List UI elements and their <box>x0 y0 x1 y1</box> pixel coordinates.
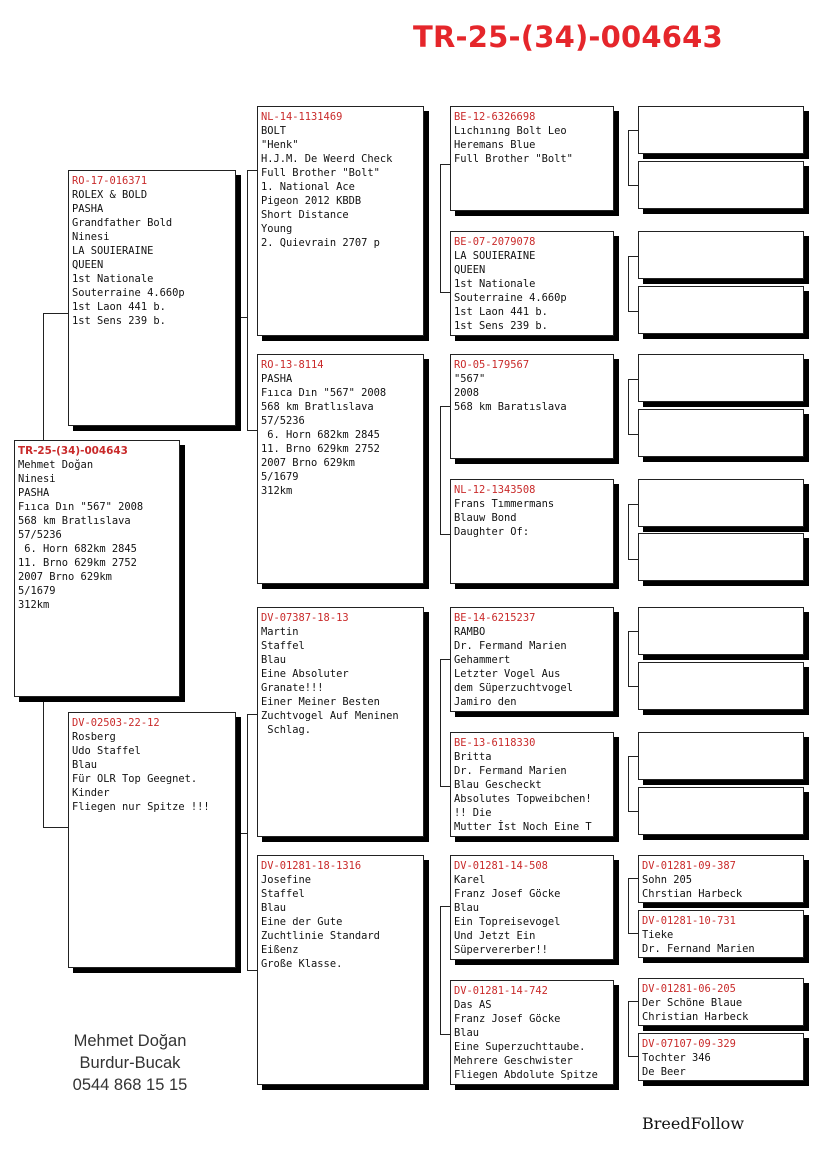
gen4-card[interactable] <box>638 855 804 903</box>
connector <box>43 697 44 827</box>
gen3-details <box>454 124 610 166</box>
gen4-card[interactable] <box>638 354 804 402</box>
detail-line: Eißenz <box>261 944 299 956</box>
gen3-details <box>454 625 610 709</box>
connector <box>628 756 638 757</box>
dam-dam-details <box>261 873 420 971</box>
dam-details <box>72 730 232 814</box>
connector <box>628 130 638 131</box>
gen3-details <box>454 249 610 333</box>
subject-details <box>18 458 176 612</box>
detail-line: 6. Horn 682km 2845 <box>261 429 380 441</box>
detail-line: Udo Staffel <box>72 745 141 757</box>
detail-line: Staffel <box>261 640 305 652</box>
connector <box>440 659 450 660</box>
gen4-details <box>642 928 800 956</box>
gen3-ring-number: BE-07-2079078 <box>454 236 536 248</box>
connector <box>236 833 247 834</box>
detail-line: 312km <box>261 485 293 497</box>
detail-line: H.J.M. De Weerd Check <box>261 153 393 165</box>
detail-line: Süpervererber!! <box>454 944 548 956</box>
detail-line: Für OLR Top Geegnet. <box>72 773 198 785</box>
connector <box>628 631 629 686</box>
sire-ring-number: RO-17-016371 <box>72 175 148 187</box>
connector <box>628 878 629 933</box>
gen3-card[interactable] <box>450 607 614 712</box>
detail-line: Granate!!! <box>261 682 324 694</box>
detail-line: Dr. Fermand Marien <box>454 640 567 652</box>
owner-phone: 0544 868 15 15 <box>72 1076 188 1094</box>
detail-line: Ein Topreisevogel <box>454 916 561 928</box>
detail-line: 1st Sens 239 b. <box>72 315 166 327</box>
detail-line: Chrstian Harbeck <box>642 888 743 900</box>
detail-line: 568 km Bratlıslava <box>261 401 374 413</box>
gen4-details <box>642 1051 800 1079</box>
connector <box>628 878 638 879</box>
gen4-ring-number: DV-01281-06-205 <box>642 983 736 995</box>
detail-line: Franz Josef Göcke <box>454 1013 561 1025</box>
detail-line: Eine der Gute <box>261 916 343 928</box>
sire-sire-ring-number: NL-14-1131469 <box>261 111 343 123</box>
detail-line: Martin <box>261 626 299 638</box>
detail-line: 1st Laon 441 b. <box>72 301 166 313</box>
detail-line: Tochter 346 <box>642 1052 711 1064</box>
gen3-details <box>454 998 610 1082</box>
gen3-ring-number: BE-13-6118330 <box>454 737 536 749</box>
connector <box>440 534 450 535</box>
dam-ring-number: DV-02503-22-12 <box>72 717 160 729</box>
sire-sire-details <box>261 124 420 250</box>
detail-line: Josefine <box>261 874 312 886</box>
gen4-card[interactable] <box>638 286 804 334</box>
gen3-ring-number: DV-01281-14-508 <box>454 860 548 872</box>
connector <box>628 686 638 687</box>
brand-label: BreedFollow <box>642 1114 745 1133</box>
detail-line: "567" <box>454 373 486 385</box>
detail-line: Souterraine 4.660p <box>454 292 567 304</box>
gen4-card[interactable] <box>638 910 804 958</box>
connector <box>628 756 629 811</box>
detail-line: Ninesi <box>18 473 56 485</box>
connector <box>628 1056 638 1057</box>
owner-location: Burdur-Bucak <box>79 1054 181 1072</box>
detail-line: Blau <box>261 654 287 666</box>
gen4-card[interactable] <box>638 662 804 710</box>
gen3-card[interactable] <box>450 106 614 211</box>
connector <box>43 313 44 440</box>
gen3-details <box>454 497 610 539</box>
detail-line: Mehrere Geschwister <box>454 1055 573 1067</box>
detail-line: Young <box>261 223 293 235</box>
detail-line: QUEEN <box>72 259 104 271</box>
connector <box>628 1001 638 1002</box>
detail-line: De Beer <box>642 1066 686 1078</box>
connector <box>440 292 450 293</box>
gen3-details <box>454 750 610 834</box>
detail-line: Fııca Dın "567" 2008 <box>18 501 144 513</box>
connector <box>628 504 638 505</box>
detail-line: Fliegen Abdolute Spitze <box>454 1069 598 1081</box>
gen3-card[interactable] <box>450 231 614 336</box>
detail-line: Sohn 205 <box>642 874 693 886</box>
connector <box>628 379 629 434</box>
detail-line: Christian Harbeck <box>642 1011 749 1023</box>
detail-line: Heremans Blue <box>454 139 536 151</box>
dam-sire-details <box>261 625 420 737</box>
detail-line: Blau <box>72 759 98 771</box>
gen4-card[interactable] <box>638 787 804 835</box>
detail-line: Fııca Dın "567" 2008 <box>261 387 387 399</box>
detail-line: Zuchtvogel Auf Meninen <box>261 710 399 722</box>
dam-sire-card[interactable] <box>257 607 424 837</box>
gen3-card[interactable] <box>450 354 614 459</box>
connector <box>628 185 638 186</box>
gen3-ring-number: NL-12-1343508 <box>454 484 536 496</box>
connector <box>440 906 441 1034</box>
sire-dam-ring-number: RO-13-8114 <box>261 359 324 371</box>
gen3-card[interactable] <box>450 980 614 1085</box>
gen4-card[interactable] <box>638 732 804 780</box>
detail-line: Absolutes Topweibchen! <box>454 793 592 805</box>
detail-line: Pigeon 2012 KBDB <box>261 195 362 207</box>
connector <box>628 311 638 312</box>
detail-line: LA SOUIERAINE <box>72 245 154 257</box>
detail-line: Zuchtlinie Standard <box>261 930 380 942</box>
detail-line: Souterraine 4.660p <box>72 287 185 299</box>
detail-line: PASHA <box>72 203 104 215</box>
gen3-card[interactable] <box>450 732 614 837</box>
connector <box>440 406 450 407</box>
detail-line: Und Jetzt Ein <box>454 930 536 942</box>
gen4-card[interactable] <box>638 231 804 279</box>
detail-line: 11. Brno 629km 2752 <box>18 557 137 569</box>
connector <box>43 313 69 314</box>
connector <box>628 130 629 185</box>
sire-sire-card[interactable] <box>257 106 424 336</box>
detail-line: QUEEN <box>454 264 486 276</box>
detail-line: Jamiro den <box>454 696 517 708</box>
detail-line: RAMBO <box>454 626 486 638</box>
gen3-details <box>454 372 610 414</box>
detail-line: 2008 <box>454 387 480 399</box>
detail-line: Karel <box>454 874 486 886</box>
sire-dam-details <box>261 372 420 498</box>
dam-card[interactable] <box>68 712 236 968</box>
detail-line: Staffel <box>261 888 305 900</box>
detail-line: PASHA <box>18 487 50 499</box>
connector <box>628 434 638 435</box>
gen4-card[interactable] <box>638 409 804 457</box>
detail-line: Franz Josef Göcke <box>454 888 561 900</box>
detail-line: Einer Meiner Besten <box>261 696 380 708</box>
detail-line: Fliegen nur Spitze !!! <box>72 801 210 813</box>
connector <box>43 827 69 828</box>
owner-name: Mehmet Doğan <box>73 1032 187 1050</box>
detail-line: 312km <box>18 599 50 611</box>
detail-line: 568 km Baratıslava <box>454 401 567 413</box>
sire-card[interactable] <box>68 170 236 426</box>
detail-line: 1st Nationale <box>72 273 154 285</box>
detail-line: Blau <box>454 1027 480 1039</box>
detail-line: ROLEX & BOLD <box>72 189 148 201</box>
gen4-card[interactable] <box>638 106 804 154</box>
gen4-ring-number: DV-01281-09-387 <box>642 860 736 872</box>
dam-dam-card[interactable] <box>257 855 424 1085</box>
connector <box>247 170 248 430</box>
owner-info <box>40 1030 220 1096</box>
gen3-details <box>454 873 610 957</box>
connector <box>628 631 638 632</box>
gen3-ring-number: RO-05-179567 <box>454 359 530 371</box>
detail-line: Lıchınıng Bolt Leo <box>454 125 567 137</box>
connector <box>236 317 247 318</box>
connector <box>628 379 638 380</box>
detail-line: 6. Horn 682km 2845 <box>18 543 137 555</box>
connector <box>440 406 441 534</box>
detail-line: Full Brother "Bolt" <box>454 153 573 165</box>
connector <box>628 1001 629 1056</box>
detail-line: 11. Brno 629km 2752 <box>261 443 380 455</box>
detail-line: Britta <box>454 751 492 763</box>
connector <box>440 164 450 165</box>
detail-line: Eine Superzuchttaube. <box>454 1041 586 1053</box>
detail-line: Dr. Fernand Marien <box>642 943 755 955</box>
gen4-ring-number: DV-01281-10-731 <box>642 915 736 927</box>
gen3-card[interactable] <box>450 479 614 584</box>
gen4-ring-number: DV-07107-09-329 <box>642 1038 736 1050</box>
gen4-card[interactable] <box>638 1033 804 1081</box>
connector <box>628 559 638 560</box>
gen4-card[interactable] <box>638 161 804 209</box>
gen4-card[interactable] <box>638 607 804 655</box>
detail-line: 5/1679 <box>261 471 299 483</box>
detail-line: Der Schöne Blaue <box>642 997 743 1009</box>
gen3-ring-number: DV-01281-14-742 <box>454 985 548 997</box>
detail-line: Mehmet Doğan <box>18 459 94 471</box>
detail-line: 1st Nationale <box>454 278 536 290</box>
connector <box>628 256 638 257</box>
detail-line: 2007 Brno 629km <box>18 571 112 583</box>
detail-line: Tieke <box>642 929 674 941</box>
gen4-details <box>642 996 800 1024</box>
detail-line: Dr. Fermand Marien <box>454 765 567 777</box>
detail-line: Rosberg <box>72 731 116 743</box>
gen4-card[interactable] <box>638 978 804 1026</box>
pedigree-title: TR-25-(34)-004643 <box>413 20 723 54</box>
sire-details <box>72 188 232 328</box>
detail-line: Gehammert <box>454 654 511 666</box>
gen4-details <box>642 873 800 901</box>
detail-line: Grandfather Bold <box>72 217 173 229</box>
detail-line: Blau <box>454 902 480 914</box>
connector <box>440 906 450 907</box>
gen4-card[interactable] <box>638 479 804 527</box>
subject-ring-number: TR-25-(34)-004643 <box>18 445 128 457</box>
detail-line: Short Distance <box>261 209 349 221</box>
detail-line: LA SOUIERAINE <box>454 250 536 262</box>
detail-line: 1. National Ace <box>261 181 355 193</box>
detail-line: Eine Absoluter <box>261 668 349 680</box>
connector <box>440 164 441 292</box>
gen3-ring-number: BE-14-6215237 <box>454 612 536 624</box>
detail-line: Große Klasse. <box>261 958 343 970</box>
connector <box>440 786 450 787</box>
detail-line: 5/1679 <box>18 585 56 597</box>
detail-line: Daughter Of: <box>454 526 530 538</box>
gen4-card[interactable] <box>638 533 804 581</box>
detail-line: 568 km Bratlıslava <box>18 515 131 527</box>
detail-line: Kinder <box>72 787 110 799</box>
detail-line: Frans Tımmermans <box>454 498 555 510</box>
detail-line: Full Brother "Bolt" <box>261 167 380 179</box>
detail-line: Schlag. <box>261 724 312 736</box>
detail-line: Blau Gescheckt <box>454 779 542 791</box>
connector <box>628 504 629 559</box>
detail-line: Letzter Vogel Aus <box>454 668 561 680</box>
detail-line: 1st Laon 441 b. <box>454 306 548 318</box>
sire-dam-card[interactable] <box>257 354 424 584</box>
connector <box>628 256 629 311</box>
dam-sire-ring-number: DV-07387-18-13 <box>261 612 349 624</box>
detail-line: 1st Sens 239 b. <box>454 320 548 332</box>
detail-line: 57/5236 <box>261 415 305 427</box>
detail-line: Blau <box>261 902 287 914</box>
dam-dam-ring-number: DV-01281-18-1316 <box>261 860 362 872</box>
detail-line: 2. Quievrain 2707 p <box>261 237 380 249</box>
detail-line: BOLT <box>261 125 287 137</box>
connector <box>440 1034 450 1035</box>
subject-card[interactable] <box>14 440 180 697</box>
gen3-ring-number: BE-12-6326698 <box>454 111 536 123</box>
gen3-card[interactable] <box>450 855 614 960</box>
detail-line: Mutter İst Noch Eine T <box>454 821 592 833</box>
detail-line: PASHA <box>261 373 293 385</box>
connector <box>628 811 638 812</box>
detail-line: Das AS <box>454 999 492 1011</box>
detail-line: !! Die <box>454 807 492 819</box>
detail-line: dem Süperzuchtvogel <box>454 682 573 694</box>
connector <box>440 659 441 786</box>
connector <box>628 933 638 934</box>
detail-line: "Henk" <box>261 139 299 151</box>
connector <box>247 714 248 970</box>
detail-line: 2007 Brno 629km <box>261 457 355 469</box>
detail-line: 57/5236 <box>18 529 62 541</box>
detail-line: Blauw Bond <box>454 512 517 524</box>
detail-line: Ninesi <box>72 231 110 243</box>
